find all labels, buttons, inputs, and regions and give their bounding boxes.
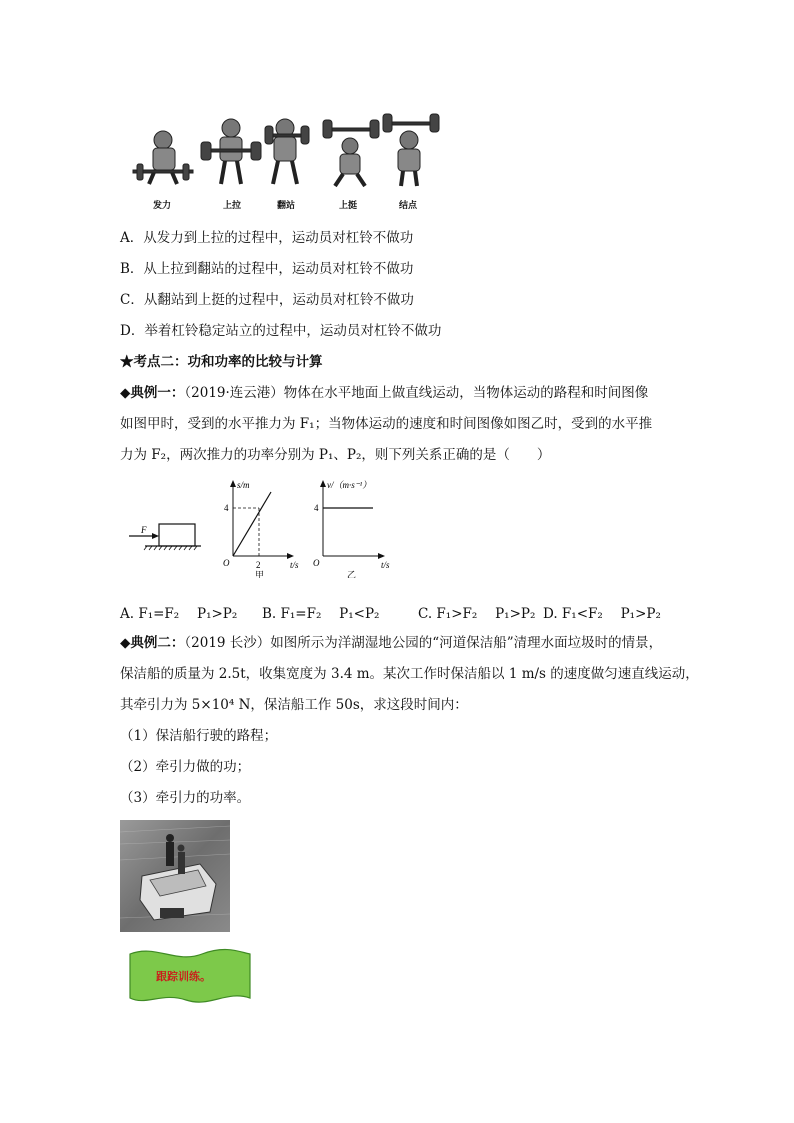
example1-label: ◆典例一：	[120, 385, 185, 401]
example1-line2: 如图甲时，受到的水平推力为 F₁；当物体运动的速度和时间图像如图乙时，受到的水平推	[120, 416, 653, 432]
example2-label: ◆典例二：	[120, 635, 185, 651]
option2-a: A. F₁=F₂ P₁>P₂	[120, 606, 238, 622]
graph-a-caption: 甲	[255, 570, 265, 578]
graph-a-origin: O	[223, 558, 230, 568]
graph-b-origin: O	[313, 558, 320, 568]
force-label: F	[141, 525, 147, 535]
graph-a-ytick: 4	[224, 503, 229, 513]
caption-shangting: 上挺	[339, 201, 358, 211]
section-title: ★考点二：功和功率的比较与计算	[120, 354, 323, 370]
example1-line3: 力为 F₂，两次推力的功率分别为 P₁、P₂，则下列关系正确的是（ ）	[120, 447, 551, 463]
cleaning-boat-photo	[120, 820, 230, 932]
option2-b: B. F₁=F₂ P₁<P₂	[262, 606, 380, 622]
caption-fali: 发力	[153, 201, 172, 211]
option-c: C．从翻站到上挺的过程中，运动员对杠铃不做功	[120, 292, 414, 308]
graph-a-xtick: 2	[256, 560, 261, 570]
graph-b-xlabel: t/s	[381, 560, 390, 570]
motion-graphs-figure	[125, 478, 405, 578]
block-diagram	[129, 524, 201, 550]
graph-a-xlabel: t/s	[290, 560, 299, 570]
example1-line1	[120, 383, 648, 403]
follow-up-training-banner	[126, 946, 254, 1006]
graph-a-ylabel: s/m	[237, 480, 250, 490]
graph-b-ylabel: v/（m·s⁻¹）	[327, 480, 372, 490]
example2-text1: （2019 长沙）如图所示为洋湖湿地公园的“河道保洁船”清理水面垃圾时的情景，	[184, 635, 663, 651]
option-a: A．从发力到上拉的过程中，运动员对杠铃不做功	[120, 230, 414, 246]
graph-a	[230, 480, 294, 559]
caption-jiedian: 结点	[399, 201, 418, 211]
graph-b	[320, 480, 385, 559]
option-b: B．从上拉到翻站的过程中，运动员对杠铃不做功	[120, 261, 414, 277]
boat-photo-svg	[120, 820, 230, 932]
weightlifting-figure	[125, 112, 445, 212]
question-3: （3）牵引力的功率。	[120, 790, 251, 806]
graph-b-caption: 乙	[347, 570, 357, 578]
caption-shangla: 上拉	[223, 201, 242, 211]
example2-line1	[120, 633, 662, 653]
weightlifting-illustration	[125, 112, 445, 212]
option2-c: C. F₁>F₂ P₁>P₂	[418, 606, 536, 622]
banner-text: 跟踪训练。	[156, 970, 211, 983]
option2-d: D. F₁<F₂ P₁>P₂	[543, 606, 661, 622]
example2-line2: 保洁船的质量为 2.5t，收集宽度为 3.4 m。某次工作时保洁船以 1 m/s 的速度做匀速直线运动，	[120, 666, 699, 682]
question-1: （1）保洁船行驶的路程；	[120, 728, 278, 744]
motion-graphs-svg	[125, 478, 405, 578]
caption-fanzhan: 翻站	[277, 201, 296, 211]
question-2: （2）牵引力做的功；	[120, 759, 251, 775]
option-d: D．举着杠铃稳定站立的过程中，运动员对杠铃不做功	[120, 323, 442, 339]
example2-line3: 其牵引力为 5×10⁴ N，保洁船工作 50s，求这段时间内：	[120, 697, 468, 713]
graph-b-ytick: 4	[314, 503, 319, 513]
example1-text1: （2019·连云港）物体在水平地面上做直线运动，当物体运动的路程和时间图像	[184, 385, 649, 401]
